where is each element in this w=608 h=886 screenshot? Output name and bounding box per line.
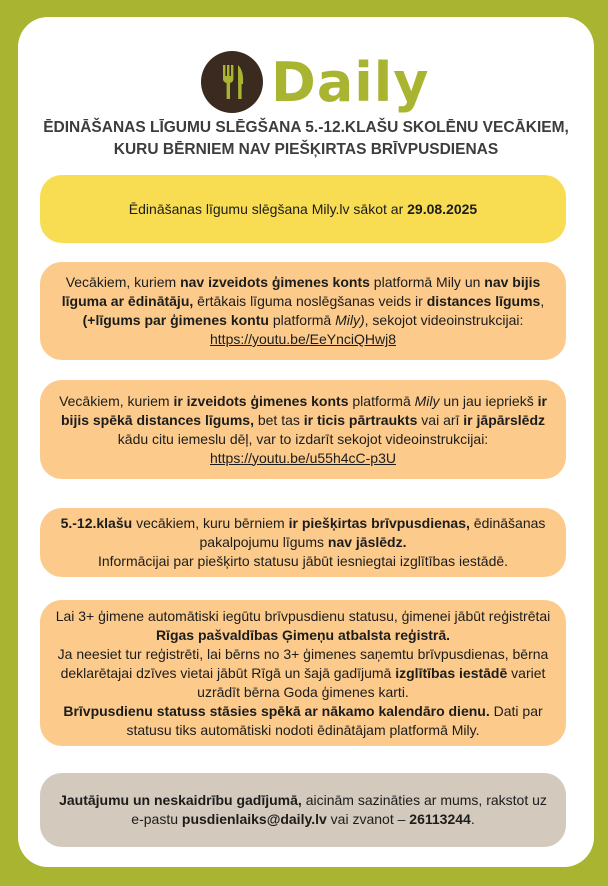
box2-text: kādu citu iemeslu dēļ, var to izdarīt sekojot videoinstrukcijai: [117, 430, 489, 447]
box2-bold: ir bijis spēkā distances līgums, [61, 392, 547, 428]
box2-italic: Mily [414, 392, 440, 409]
box1-text: , [540, 293, 545, 309]
box4-text: Ja neesiet tur reģistrēti, lai bērns no 3+ ģimenes saņemtu brīvpusdienas, bērna deklarētajai dzīves vietai jābūt Rīgā un šajā gadījumā [57, 645, 549, 681]
contact-phone[interactable]: 26113244 [409, 811, 471, 827]
box4-text: variet uzrādīt bērna Goda ģimenes karti. [197, 664, 546, 700]
box3-text: ēdināšanas pakalpojumu līgums [199, 515, 546, 550]
contact-box [40, 773, 566, 847]
start-date-value: 29.08.2025 [407, 200, 478, 217]
page-title [38, 117, 574, 161]
box4-bold: Rīgas pašvaldības Ģimeņu atbalsta reģistrā. [155, 626, 451, 643]
box1-text: platformā [268, 312, 336, 328]
contact-email[interactable]: pusdienlaiks@daily.lv [181, 811, 327, 827]
box1-text: Vecākiem, kuriem [65, 274, 181, 290]
box2-bold: ir jāpārslēdz [463, 411, 545, 428]
distance-contract-box [40, 262, 566, 360]
box1-text: platformā Mily un [369, 274, 485, 290]
start-date-box [40, 175, 566, 243]
box3-text: Informācijai par piešķirto statusu jābūt iesniegtai izglītības iestādē. [97, 553, 509, 569]
box1-text: , sekojot videoinstrukcijai: [364, 312, 524, 328]
box2-text: platformā [348, 392, 415, 409]
box2-bold: ir izveidots ģimenes konts [173, 392, 349, 409]
box1-bold: nav bijis līguma ar ēdinātāju, [61, 274, 541, 309]
box2-text: bet tas [253, 411, 304, 428]
renew-contract-box [40, 380, 566, 479]
box2-text: vai arī [417, 411, 464, 428]
contact-text: aicinām sazināties ar mums, rakstot uz e-pastu [131, 792, 547, 827]
box2-text: un jau iepriekš [439, 392, 538, 409]
start-date-text: Ēdināšanas līgumu slēgšana Mily.lv sākot ar [128, 200, 408, 217]
contact-bold: Jautājumu un neskaidrību gadījumā, [59, 792, 302, 808]
box3-text: vecākiem, kuru bērniem [132, 515, 289, 531]
logo-text: Daily [271, 50, 430, 114]
video-link-1[interactable]: https://youtu.be/EeYnciQHwj8 [210, 331, 396, 347]
contact-text: . [470, 811, 475, 827]
family-register-box [40, 600, 566, 746]
fork-knife-icon [201, 51, 263, 113]
box4-text: Lai 3+ ģimene automātiski iegūtu brīvpusdienu statusu, ģimenei jābūt reģistrētai [55, 607, 551, 624]
info-card [18, 17, 594, 867]
daily-logo [201, 42, 429, 122]
box1-bold: distances līgums [426, 293, 541, 309]
box2-text: Vecākiem, kuriem [59, 392, 174, 409]
box2-bold: ir ticis pārtraukts [303, 411, 418, 428]
box4-bold: Brīvpusdienu statuss stāsies spēkā ar nākamo kalendāro dienu. [63, 702, 490, 719]
box3-bold: nav jāslēdz. [327, 534, 407, 550]
title-line-2: KURU BĒRNIEM NAV PIEŠĶIRTAS BRĪVPUSDIENAS [113, 141, 499, 158]
box3-bold: 5.-12.klašu [60, 515, 133, 531]
box4-bold: izglītības iestādē [395, 664, 508, 681]
box1-bold: (+līgums par ģimenes kontu [82, 312, 269, 328]
box3-bold: ir piešķirtas brīvpusdienas, [288, 515, 470, 531]
title-line-1: ĒDINĀŠANAS LĪGUMU SLĒGŠANA 5.-12.KLAŠU SKOLĒNU VECĀKIEM, [43, 119, 569, 136]
free-lunch-box [40, 508, 566, 577]
box1-bold: nav izveidots ģimenes konts [180, 274, 370, 290]
box4-text: Dati par statusu tiks automātiski nodoti ēdinātājam platformā Mily. [126, 702, 543, 738]
contact-text: vai zvanot – [326, 811, 410, 827]
video-link-2[interactable]: https://youtu.be/u55h4cC-p3U [209, 449, 396, 466]
box1-italic: Mily) [335, 312, 365, 328]
box1-text: ērtākais līguma noslēgšanas veids ir [193, 293, 427, 309]
